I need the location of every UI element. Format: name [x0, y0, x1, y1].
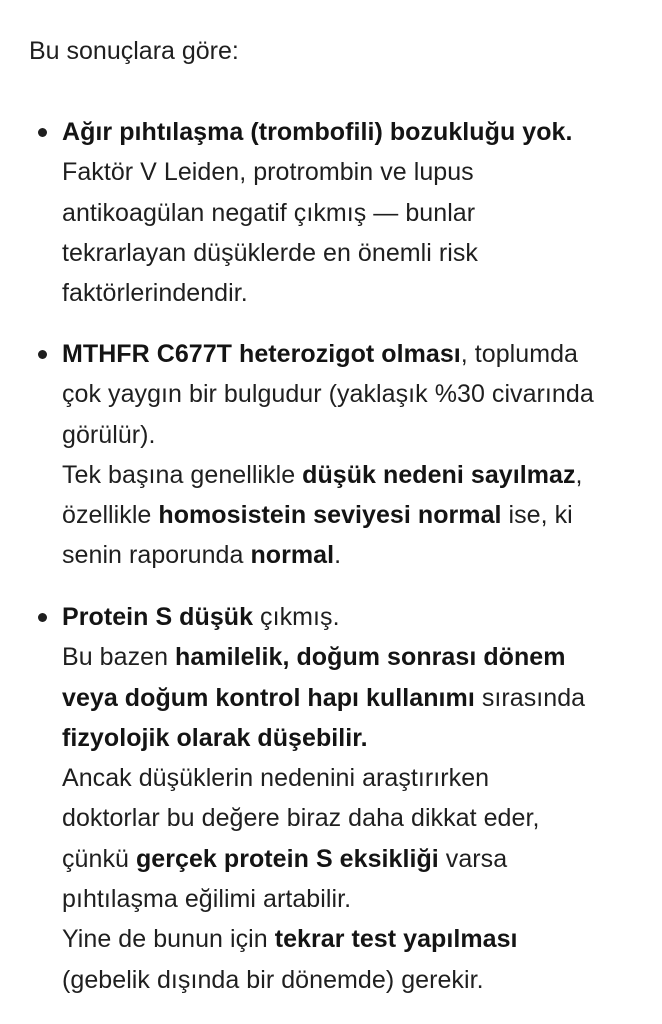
bold-text: veya doğum kontrol hapı kullanımı [62, 683, 475, 712]
bold-text: tekrar test yapılması [274, 925, 518, 954]
bold-text: normal [250, 541, 335, 570]
text-line [62, 758, 652, 798]
text-line [62, 374, 652, 414]
text-run: (gebelik dışında bir dönemde) gerekir. [62, 965, 484, 994]
text-run: antikoagülan negatif çıkmış — bunlar [62, 198, 476, 227]
bold-text: Ağır pıhtılaşma (trombofili) bozukluğu yok. [62, 118, 573, 146]
text-line [62, 637, 652, 677]
intro-text: Bu sonuçlara göre: [29, 37, 239, 65]
bold-text: homosistein seviyesi normal [158, 501, 502, 530]
text-run: varsa [438, 844, 508, 873]
text-run: özellikle [62, 501, 159, 530]
text-line [62, 597, 652, 637]
bold-text: Protein S düşük [62, 603, 254, 631]
text-run: . [334, 541, 342, 570]
text-line [62, 960, 652, 1000]
text-line [62, 495, 652, 535]
text-run: , toplumda [460, 340, 579, 368]
bold-text: düşük nedeni sayılmaz [302, 460, 576, 489]
text-run: çıkmış. [253, 603, 340, 631]
text-run: Faktör V Leiden, protrombin ve lupus [62, 158, 474, 187]
text-run: çünkü [62, 844, 136, 873]
text-run: tekrarlayan düşüklerde en önemli risk [62, 238, 478, 267]
bullet-text [62, 334, 652, 576]
text-line [62, 233, 652, 273]
bullet-text [62, 112, 652, 313]
text-line [62, 193, 652, 233]
text-run: doktorlar bu değere biraz daha dikkat eder, [62, 804, 540, 833]
text-line [62, 919, 652, 959]
text-line [62, 415, 652, 455]
text-line [62, 334, 652, 374]
bullet-text [62, 597, 652, 1000]
bold-text: hamilelik, doğum sonrası dönem [175, 643, 566, 672]
text-line [62, 879, 652, 919]
bold-text: gerçek protein S eksikliği [135, 844, 439, 873]
bold-text: MTHFR C677T heterozigot olması [62, 340, 461, 368]
text-run: Bu bazen [62, 643, 176, 672]
text-run: sırasında [474, 683, 586, 712]
text-run: çok yaygın bir bulgudur (yaklaşık %30 civarında [62, 380, 594, 409]
text-run: Yine de bunun için [62, 925, 275, 954]
text-run: Tek başına genellikle [62, 460, 303, 489]
text-run: ise, ki [501, 501, 573, 530]
text-run: senin raporunda [62, 541, 251, 570]
text-line [62, 273, 652, 313]
text-line [62, 678, 652, 718]
text-run: görülür). [62, 420, 156, 449]
text-run: pıhtılaşma eğilimi artabilir. [62, 885, 352, 914]
text-line [62, 718, 652, 758]
text-line [62, 535, 652, 575]
text-line [62, 839, 652, 879]
bullet-dot-icon [38, 350, 47, 359]
bullet-dot-icon [38, 128, 47, 137]
text-line [62, 112, 652, 152]
bold-text: fizyolojik olarak düşebilir. [62, 723, 368, 752]
text-line [62, 798, 652, 838]
text-run: Ancak düşüklerin nedenini araştırırken [62, 764, 490, 793]
text-run: faktörlerindendir. [62, 279, 248, 308]
text-line [62, 152, 652, 192]
text-run: , [575, 460, 583, 489]
text-line [62, 455, 652, 495]
bullet-dot-icon [38, 613, 47, 622]
